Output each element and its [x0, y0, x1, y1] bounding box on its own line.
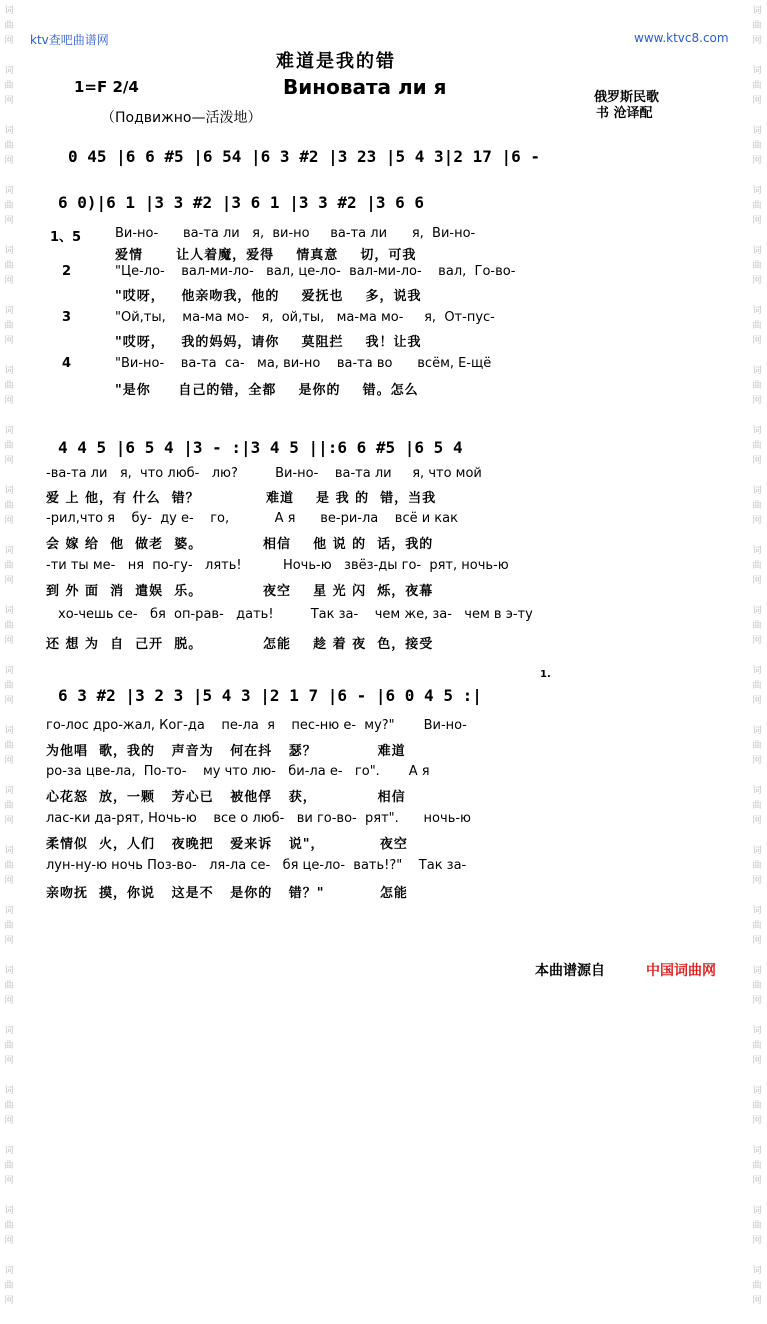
watermark-char: 词 [4, 546, 14, 556]
watermark-char: 曲 [752, 1101, 762, 1111]
watermark-char: 词 [752, 1146, 762, 1156]
lyric-line: -ва-та ли я, что люб- лю? Ви-но- ва-та ли я, что мой [46, 466, 482, 481]
watermark-gap [750, 349, 764, 364]
lyric-line: "Це-ло- вал-ми-ло- вал, це-ло- вал-ми-ло- вал, Го-во- [115, 264, 516, 279]
lyric-line: 还 想 为 自 己开 脱。 怎能 趁 着 夜 色，接受 [46, 637, 434, 652]
watermark-gap [750, 1009, 764, 1024]
watermark-gap [2, 889, 16, 904]
watermark-char: 网 [752, 276, 762, 286]
watermark-char: 词 [752, 666, 762, 676]
watermark-char: 词 [4, 606, 14, 616]
lyric-line: хо-чешь се- бя оп-рав- дать! Так за- чем же, за- чем в э-ту [58, 607, 533, 622]
watermark-char: 曲 [752, 1221, 762, 1231]
watermark-char: 词 [4, 6, 14, 16]
verse-number: 3 [62, 310, 72, 325]
watermark-char: 网 [752, 876, 762, 886]
watermark-char: 网 [4, 1116, 14, 1126]
lyric-line: "哎呀， 他亲吻我，他的 爱抚也 多，说我 [115, 289, 422, 304]
watermark-gap [750, 709, 764, 724]
watermark-gap [2, 769, 16, 784]
watermark-char: 曲 [752, 981, 762, 991]
watermark-gap [2, 469, 16, 484]
lyric-line: 到 外 面 消 遣娱 乐。 夜空 星 光 闪 烁，夜幕 [46, 584, 434, 599]
watermark-char: 词 [752, 1206, 762, 1216]
watermark-char: 曲 [752, 861, 762, 871]
watermark-char: 曲 [752, 1281, 762, 1291]
watermark-gap [2, 229, 16, 244]
watermark-char: 词 [4, 126, 14, 136]
watermark-char: 网 [752, 1176, 762, 1186]
watermark-char: 曲 [4, 261, 14, 271]
watermark-char: 网 [752, 696, 762, 706]
watermark-gap [2, 1309, 16, 1324]
watermark-char: 曲 [4, 561, 14, 571]
watermark-gap [750, 589, 764, 604]
watermark-char: 网 [4, 816, 14, 826]
lyric-line: лун-ну-ю ночь Поз-во- ля-ла се- бя це-ло- вать!?" Так за- [46, 858, 467, 873]
watermark-char: 网 [752, 636, 762, 646]
watermark-char: 网 [752, 936, 762, 946]
watermark-char: 词 [4, 966, 14, 976]
lyric-line: -рил,что я бу- ду е- го, А я ве-ри-ла всё и как [46, 511, 458, 526]
watermark-char: 词 [4, 786, 14, 796]
lyric-line: 爱情 让人着魔，爱得 情真意 切，可我 [115, 248, 417, 263]
watermark-char: 网 [752, 1236, 762, 1246]
watermark-char: 曲 [752, 801, 762, 811]
lyric-line: "是你 自己的错，全都 是你的 错。怎么 [115, 383, 419, 398]
lyric-line: го-лос дро-жал, Ког-да пе-ла я пес-ню е- му?" Ви-но- [46, 718, 467, 733]
watermark-gap [2, 289, 16, 304]
watermark-char: 网 [4, 1236, 14, 1246]
watermark-char: 曲 [752, 81, 762, 91]
watermark-char: 词 [752, 786, 762, 796]
watermark-char: 网 [4, 516, 14, 526]
watermark-char: 网 [4, 396, 14, 406]
watermark-char: 词 [752, 186, 762, 196]
watermark-char: 网 [4, 996, 14, 1006]
watermark-char: 曲 [4, 621, 14, 631]
watermark-char: 曲 [4, 801, 14, 811]
watermark-char: 曲 [752, 321, 762, 331]
watermark-char: 网 [752, 1116, 762, 1126]
watermark-char: 词 [752, 246, 762, 256]
lyric-line: "Ви-но- ва-та са- ма, ви-но ва-та во всём, Е-щё [115, 356, 492, 371]
watermark-char: 网 [4, 636, 14, 646]
watermark-gap [750, 949, 764, 964]
watermark-char: 词 [4, 726, 14, 736]
watermark-right [750, 4, 764, 1324]
watermark-char: 网 [4, 336, 14, 346]
footer-site-name[interactable]: 中国词曲网 [646, 963, 716, 979]
watermark-char: 词 [4, 186, 14, 196]
verse-number: 1、5 [50, 230, 82, 245]
lyric-line: 为他唱 歌，我的 声音为 何在抖 瑟？ 难道 [46, 744, 406, 759]
watermark-char: 网 [4, 216, 14, 226]
lyric-line: 心花怒 放，一颗 芳心已 被他俘 获， 相信 [46, 790, 406, 805]
lyric-line: 会 嫁 给 他 做老 婆。 相信 他 说 的 话，我的 [46, 537, 434, 552]
watermark-char: 网 [752, 456, 762, 466]
watermark-char: 网 [752, 1056, 762, 1066]
watermark-char: 词 [4, 1146, 14, 1156]
watermark-char: 网 [752, 336, 762, 346]
watermark-gap [750, 769, 764, 784]
watermark-char: 网 [4, 876, 14, 886]
watermark-char: 词 [4, 486, 14, 496]
watermark-char: 曲 [4, 1281, 14, 1291]
watermark-char: 词 [752, 606, 762, 616]
watermark-char: 词 [4, 1266, 14, 1276]
watermark-char: 词 [752, 1086, 762, 1096]
watermark-char: 词 [752, 846, 762, 856]
watermark-char: 词 [4, 1206, 14, 1216]
watermark-char: 词 [752, 546, 762, 556]
watermark-char: 词 [4, 1026, 14, 1036]
watermark-char: 词 [752, 306, 762, 316]
watermark-char: 网 [752, 36, 762, 46]
watermark-gap [750, 169, 764, 184]
watermark-char: 曲 [752, 141, 762, 151]
watermark-char: 曲 [752, 261, 762, 271]
watermark-char: 网 [4, 96, 14, 106]
notation-system-1: 0 45 |6 6 #5 |6 54 |6 3 #2 |3 23 |5 4 3|2 17 |6 - [68, 147, 541, 166]
watermark-char: 词 [752, 1026, 762, 1036]
source-right: www.ktvc8.com [634, 31, 729, 45]
notation-system-3: 4 4 5 |6 5 4 |3 - :|3 4 5 ||:6 6 #5 |6 5 4 [58, 438, 463, 457]
title-russian: Виновата ли я [283, 75, 447, 99]
watermark-char: 词 [4, 246, 14, 256]
lyric-line: 柔情似 火，人们 夜晚把 爱来诉 说"， 夜空 [46, 837, 408, 852]
watermark-gap [2, 829, 16, 844]
watermark-char: 词 [4, 66, 14, 76]
watermark-char: 网 [752, 996, 762, 1006]
watermark-gap [750, 109, 764, 124]
watermark-gap [750, 529, 764, 544]
watermark-gap [2, 1069, 16, 1084]
watermark-gap [750, 229, 764, 244]
lyric-line: ро-за цве-ла, По-то- му что лю- би-ла е- го". А я [46, 764, 430, 779]
watermark-gap [2, 589, 16, 604]
watermark-char: 曲 [752, 201, 762, 211]
lyric-line: 亲吻抚 摸，你说 这是不 是你的 错？" 怎能 [46, 886, 408, 901]
watermark-char: 词 [752, 1266, 762, 1276]
notation-system-2: 6 0)|6 1 |3 3 #2 |3 6 1 |3 3 #2 |3 6 6 [58, 193, 425, 212]
watermark-char: 词 [4, 366, 14, 376]
watermark-char: 曲 [4, 1161, 14, 1171]
watermark-char: 曲 [4, 201, 14, 211]
watermark-gap [2, 349, 16, 364]
watermark-char: 网 [4, 156, 14, 166]
watermark-gap [750, 889, 764, 904]
watermark-char: 曲 [752, 621, 762, 631]
watermark-gap [2, 529, 16, 544]
watermark-char: 词 [752, 6, 762, 16]
watermark-char: 网 [752, 96, 762, 106]
watermark-char: 网 [752, 216, 762, 226]
watermark-char: 网 [4, 576, 14, 586]
watermark-gap [750, 1309, 764, 1324]
arranger: 书 沧译配 [596, 106, 653, 121]
watermark-char: 曲 [752, 1161, 762, 1171]
watermark-char: 曲 [752, 1041, 762, 1051]
watermark-char: 词 [752, 726, 762, 736]
watermark-char: 曲 [4, 981, 14, 991]
watermark-char: 曲 [4, 1041, 14, 1051]
watermark-char: 词 [4, 666, 14, 676]
title-chinese: 难道是我的错 [276, 51, 396, 72]
watermark-char: 词 [752, 66, 762, 76]
watermark-left [2, 4, 16, 1324]
watermark-gap [750, 649, 764, 664]
watermark-gap [750, 1189, 764, 1204]
footer-source-label: 本曲谱源自 [535, 963, 605, 979]
lyric-line: "Ой,ты, ма-ма мо- я, ой,ты, ма-ма мо- я, От-пус- [115, 310, 495, 325]
watermark-gap [2, 649, 16, 664]
watermark-char: 网 [4, 36, 14, 46]
watermark-gap [2, 1189, 16, 1204]
watermark-gap [2, 169, 16, 184]
watermark-char: 曲 [4, 81, 14, 91]
verse-number: 2 [62, 264, 72, 279]
watermark-char: 词 [752, 426, 762, 436]
watermark-gap [2, 1009, 16, 1024]
watermark-char: 网 [752, 1296, 762, 1306]
watermark-gap [750, 409, 764, 424]
watermark-char: 词 [752, 486, 762, 496]
notation-system-4: 6 3 #2 |3 2 3 |5 4 3 |2 1 7 |6 - |6 0 4 5 :| [58, 686, 482, 705]
watermark-gap [750, 289, 764, 304]
watermark-char: 曲 [4, 681, 14, 691]
watermark-char: 网 [752, 816, 762, 826]
source-left: ktv查吧曲谱网 [30, 33, 109, 47]
watermark-char: 曲 [752, 681, 762, 691]
watermark-char: 曲 [4, 381, 14, 391]
tempo-marking: （Подвижно—活泼地） [101, 110, 262, 126]
watermark-char: 曲 [752, 741, 762, 751]
watermark-char: 曲 [4, 441, 14, 451]
watermark-char: 曲 [4, 321, 14, 331]
volta-marking: 1. [540, 669, 551, 680]
watermark-char: 曲 [752, 561, 762, 571]
watermark-char: 词 [752, 966, 762, 976]
lyric-line: 爱 上 他，有 什么 错？ 难道 是 我 的 错，当我 [46, 491, 437, 506]
watermark-char: 网 [4, 1176, 14, 1186]
watermark-gap [750, 829, 764, 844]
watermark-gap [2, 949, 16, 964]
watermark-char: 网 [752, 756, 762, 766]
watermark-char: 词 [4, 1086, 14, 1096]
watermark-char: 网 [4, 1296, 14, 1306]
watermark-char: 词 [752, 906, 762, 916]
watermark-char: 词 [752, 126, 762, 136]
key-signature: 1=F 2/4 [74, 78, 139, 96]
watermark-char: 曲 [752, 921, 762, 931]
watermark-char: 曲 [4, 21, 14, 31]
watermark-char: 词 [4, 906, 14, 916]
watermark-char: 词 [752, 366, 762, 376]
watermark-char: 曲 [4, 1221, 14, 1231]
watermark-gap [2, 49, 16, 64]
watermark-gap [2, 409, 16, 424]
watermark-gap [750, 49, 764, 64]
watermark-char: 词 [4, 306, 14, 316]
watermark-char: 网 [4, 936, 14, 946]
watermark-char: 曲 [752, 381, 762, 391]
watermark-gap [750, 1069, 764, 1084]
watermark-gap [750, 1129, 764, 1144]
watermark-char: 曲 [4, 921, 14, 931]
song-origin: 俄罗斯民歌 [594, 90, 660, 105]
watermark-char: 网 [4, 1056, 14, 1066]
watermark-char: 网 [752, 576, 762, 586]
watermark-char: 曲 [4, 501, 14, 511]
watermark-char: 网 [4, 756, 14, 766]
watermark-char: 网 [752, 156, 762, 166]
lyric-line: лас-ки да-рят, Ночь-ю все о люб- ви го-во- рят". ночь-ю [46, 811, 471, 826]
watermark-char: 曲 [4, 741, 14, 751]
lyric-line: Ви-но- ва-та ли я, ви-но ва-та ли я, Ви-но- [115, 226, 476, 241]
watermark-char: 网 [4, 696, 14, 706]
watermark-char: 曲 [752, 501, 762, 511]
watermark-gap [2, 1129, 16, 1144]
watermark-char: 曲 [752, 441, 762, 451]
watermark-gap [750, 469, 764, 484]
watermark-char: 网 [752, 396, 762, 406]
watermark-char: 曲 [4, 861, 14, 871]
watermark-gap [2, 109, 16, 124]
watermark-char: 曲 [4, 141, 14, 151]
watermark-char: 网 [4, 456, 14, 466]
watermark-char: 网 [752, 516, 762, 526]
watermark-char: 曲 [4, 1101, 14, 1111]
watermark-char: 曲 [752, 21, 762, 31]
lyric-line: -ти ты ме- ня по-гу- лять! Ночь-ю звёз-ды го- рят, ночь-ю [46, 558, 509, 573]
lyric-line: "哎呀， 我的妈妈，请你 莫阻拦 我！让我 [115, 335, 422, 350]
watermark-char: 词 [4, 846, 14, 856]
watermark-gap [2, 1249, 16, 1264]
watermark-gap [2, 709, 16, 724]
verse-number: 4 [62, 356, 72, 371]
watermark-gap [750, 1249, 764, 1264]
watermark-char: 网 [4, 276, 14, 286]
watermark-char: 词 [4, 426, 14, 436]
